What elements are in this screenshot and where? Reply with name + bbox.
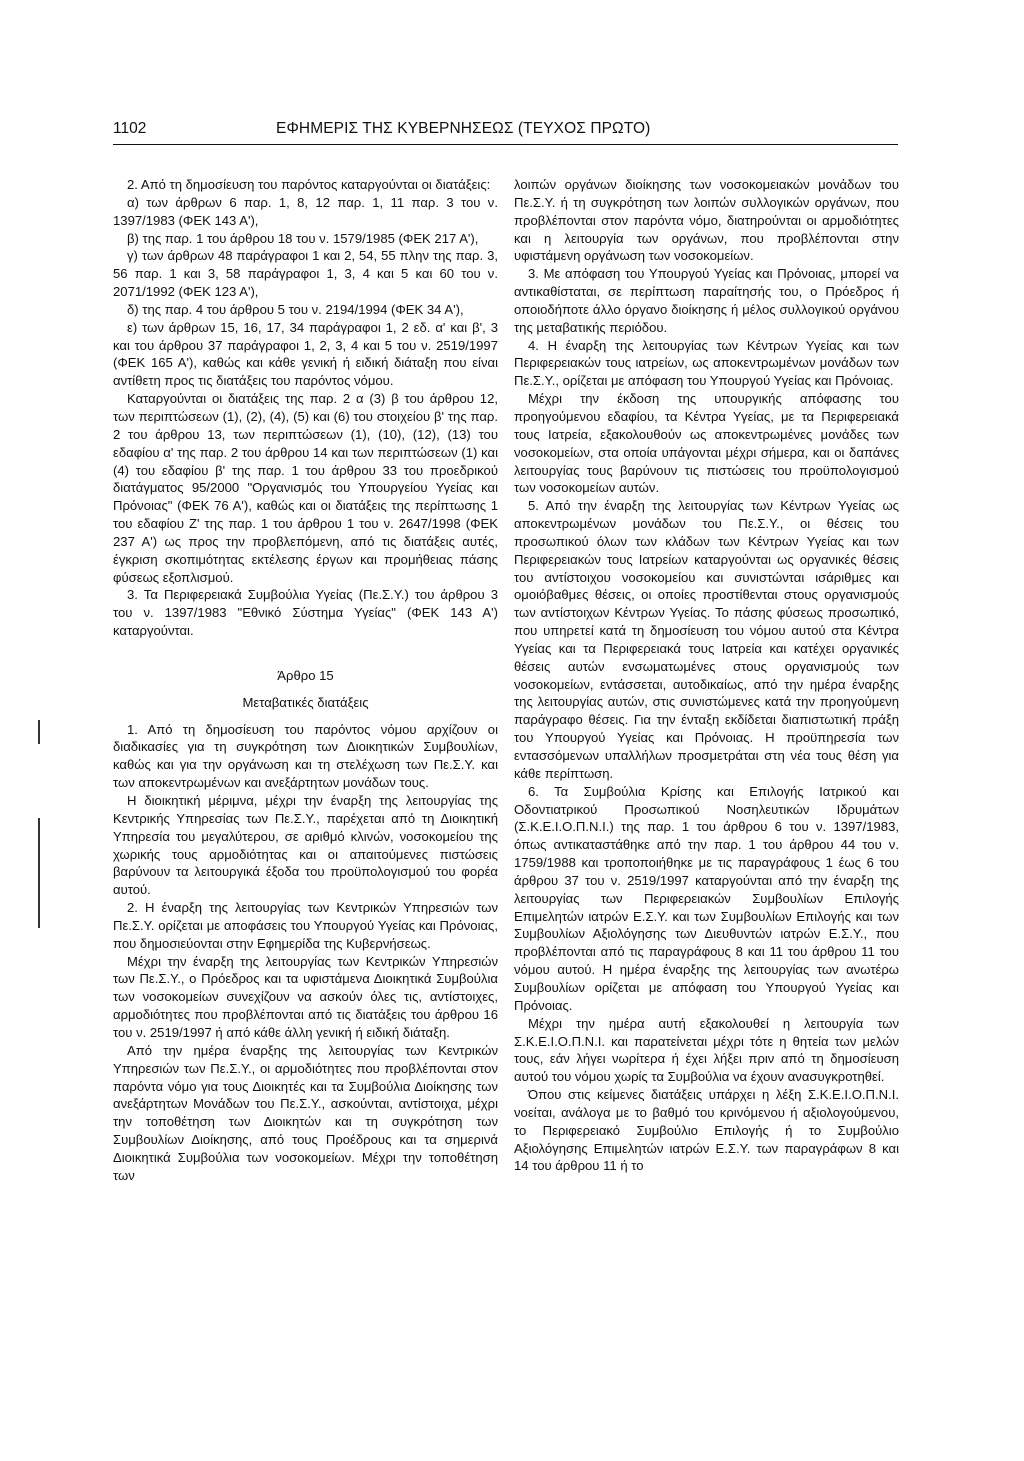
- right-column: [514, 176, 899, 1175]
- paragraph: Μέχρι την έναρξη της λειτουργίας των Κεντρικών Υπηρεσιών των Πε.Σ.Υ., ο Πρόεδρος και τα υφιστάμενα Διοικητικά Συμβούλια των νοσοκομείων συνεχίζουν να ασκούν όλες τις, αντίστοιχες, αρμοδιότητες που προβλέπονται από τις διατάξεις του άρθρου 16 του ν. 2519/1997 ή από κάθε άλλη γενική ή ειδική διάταξη.: [113, 953, 498, 1040]
- paragraph: Από την ημέρα έναρξης της λειτουργίας των Κεντρικών Υπηρεσιών των Πε.Σ.Υ., οι αρμοδιότητες που προβλέπονται στον παρόντα νόμο για τους Διοικητές και τα Συμβούλια Διοίκησης των ανεξάρτητων Μονάδων του Πε.Σ.Υ., ασκούνται, αντίστοιχα, μέχρι την τοποθέτηση των Διοικητών και τη συγκρότηση των Συμβουλίων Διοίκησης, από τους Προέδρους και τα σημερινά Διοικητικά Συμβούλια των νοσοκομείων. Μέχρι την τοποθέτηση των: [113, 1042, 498, 1183]
- margin-mark: [38, 818, 40, 928]
- page-number: 1102: [113, 120, 147, 137]
- paragraph: Η διοικητική μέριμνα, μέχρι την έναρξη της λειτουργίας της Κεντρικής Υπηρεσίας των Πε.Σ.Υ., παρέχεται από τη Διοικητική Υπηρεσία του μεγαλύτερου, σε αριθμό κλινών, νοσοκομείου της χωρικής τους αρμοδιότητας και οι απαιτούμενες πιστώσεις βαρύνουν τα λειτουργικά έξοδα του προϋπολογισμού του φορέα αυτού.: [113, 793, 498, 898]
- paragraph: δ) της παρ. 4 του άρθρου 5 του ν. 2194/1994 (ΦΕΚ 34 Α'),: [127, 301, 464, 317]
- page-header: [113, 118, 898, 145]
- paragraph: 4. Η έναρξη της λειτουργίας των Κέντρων Υγείας και των Περιφερειακών τους ιατρείων, ως αποκεντρωμένων μονάδων των Πε.Σ.Υ., ορίζεται με απόφαση του Υπουργού Υγείας και Πρόνοιας.: [514, 337, 899, 389]
- paragraph: 2. Η έναρξη της λειτουργίας των Κεντρικών Υπηρεσιών των Πε.Σ.Υ. ορίζεται με αποφάσεις του Υπουργού Υγείας και Πρόνοιας, που δημοσιεύονται στην Εφημερίδα της Κυβερνήσεως.: [113, 900, 498, 951]
- paragraph: γ) των άρθρων 48 παράγραφοι 1 και 2, 54, 55 πλην της παρ. 3, 56 παρ. 1 και 3, 58 παράγραφοι 1, 3, 4 και 5 και 60 του ν. 2071/1992 (ΦΕΚ 123 Α'),: [113, 248, 498, 300]
- paragraph: 6. Τα Συμβούλια Κρίσης και Επιλογής Ιατρικού και Οδοντιατρικού Προσωπικού Νοσηλευτικών Ιδρυμάτων (Σ.Κ.Ε.Ι.Ο.Π.Ν.Ι.) της παρ. 1 του άρθρου 6 του ν. 1397/1983, όπως αντικαταστάθηκε από την παρ. 1 του άρθρου 44 του ν. 1759/1988 και τροποποιήθηκε με τις παραγράφους 1 έως 6 του άρθρου 37 του ν. 2519/1997 καταργούνται από την έναρξη της λειτουργίας των Περιφερειακών Συμβουλίων Επιλογής Επιμελητών ιατρών Ε.Σ.Υ. και των Συμβουλίων Επιλογής και των Συμβουλίων Αξιολόγησης των Διευθυντών ιατρών Ε.Σ.Υ., που προβλέπονται από τις παραγράφους 8 και 11 του άρθρου 11 του νόμου αυτού. Η ημέρα έναρξης της λειτουργίας των ανωτέρω Συμβουλίων ορίζεται με απόφαση του Υπουργού Υγείας και Πρόνοιας.: [514, 783, 899, 1013]
- article-title: Μεταβατικές διατάξεις: [242, 694, 369, 710]
- journal-title: ΕΦΗΜΕΡΙΣ ΤΗΣ ΚΥΒΕΡΝΗΣΕΩΣ (ΤΕΥΧΟΣ ΠΡΩΤΟ): [276, 120, 651, 137]
- paragraph: Μέχρι την ημέρα αυτή εξακολουθεί η λειτουργία των Σ.Κ.Ε.Ι.Ο.Π.Ν.Ι. και παρατείνεται μέχρι τότε η θητεία των μελών τους, εάν λήγει νωρίτερα ή έχει λήξει πριν από τη δημοσίευση αυτού του νόμου χωρίς τα Συμβούλια να έχουν ανασυγκροτηθεί.: [514, 1015, 899, 1085]
- article-number: Άρθρο 15: [277, 667, 334, 683]
- paragraph: β) της παρ. 1 του άρθρου 18 του ν. 1579/1985 (ΦΕΚ 217 Α'),: [127, 230, 479, 246]
- margin-mark: [38, 720, 40, 744]
- paragraph: ε) των άρθρων 15, 16, 17, 34 παράγραφοι 1, 2 εδ. α' και β', 3 και του άρθρου 37 παράγραφοι 1, 2, 3, 4 και 5 του ν. 2519/1997 (ΦΕΚ 165 Α'), καθώς και κάθε γενική ή ειδική διάταξη που είναι αντίθετη προς τις διατάξεις του παρόντος νόμου.: [113, 319, 498, 389]
- paragraph: Όπου στις κείμενες διατάξεις υπάρχει η λέξη Σ.Κ.Ε.Ι.Ο.Π.Ν.Ι. νοείται, ανάλογα με το βαθμό του κρινόμενου ή αξιολογούμενου, το Περιφερειακό Συμβούλιο Επιλογής ή το Συμβούλιο Αξιολόγησης Επιμελητών ιατρών Ε.Σ.Υ. των παραγράφων 8 και 14 του άρθρου 11 ή το: [514, 1087, 899, 1174]
- paragraph: Μέχρι την έκδοση της υπουργικής απόφασης του προηγούμενου εδαφίου, τα Κέντρα Υγείας, με τα Περιφερειακά τους Ιατρεία, εξακολουθούν ως αποκεντρωμένες μονάδες των νοσοκομείων, στα οποία υπάγονται μέχρι σήμερα, και οι δαπάνες λειτουργίας τους βαρύνουν τις πιστώσεις του προϋπολογισμού των νοσοκομείων αυτών.: [514, 391, 899, 496]
- paragraph: 1. Από τη δημοσίευση του παρόντος νόμου αρχίζουν οι διαδικασίες για τη συγκρότηση των Διοικητικών Συμβουλίων, καθώς και για την οργάνωση και τη στελέχωση των Πε.Σ.Υ. και των αποκεντρωμένων και ανεξάρτητων μονάδων τους.: [113, 721, 498, 791]
- paragraph: λοιπών οργάνων διοίκησης των νοσοκομειακών μονάδων του Πε.Σ.Υ. ή τη συγκρότηση των λοιπών συλλογικών οργάνων, που προβλέπονται στον παρόντα νόμο, διατηρούνται οι αρμοδιότητες και η λειτουργία των οργάνων, που προβλέπονται στην υφιστάμενη οργάνωση των νοσοκομείων.: [514, 177, 899, 264]
- paragraph: 5. Από την έναρξη της λειτουργίας των Κέντρων Υγείας ως αποκεντρωμένων μονάδων του Πε.Σ.Υ., οι θέσεις του προσωπικού όλων των κλάδων των Κέντρων Υγείας και των Περιφερειακών τους Ιατρείων καταργούνται ως οργανικές θέσεις του αντίστοιχου νοσοκομείου και συνιστώνται ισάριθμες και ομοιόβαθμες θέσεις, οι οποίες προστίθενται στους οργανισμούς των αντίστοιχων Κέντρων Υγείας. Το πάσης φύσεως προσωπικό, που υπηρετεί κατά τη δημοσίευση του νόμου αυτού στα Κέντρα Υγείας και τα Περιφερειακά τους Ιατρεία και κατέχει οργανικές θέσεις αυτών ενσωματωμένες στους οργανισμούς των νοσοκομείων, εντάσσεται, αυτοδικαίως, από την ημέρα έναρξης της λειτουργίας αυτών, στις συνιστώμενες κατά την προηγούμενη παράγραφο θέσεις. Για την ένταξη εκδίδεται διαπιστωτική πράξη του Υπουργού Υγείας και Πρόνοιας. Η προϋπηρεσία των εντασσόμενων υπαλλήλων προσμετράται στη νέα τους θέση για κάθε περίπτωση.: [514, 498, 899, 781]
- paragraph: 3. Τα Περιφερειακά Συμβούλια Υγείας (Πε.Σ.Υ.) του άρθρου 3 του ν. 1397/1983 "Εθνικό Σύστημα Υγείας" (ΦΕΚ 143 Α') καταργούνται.: [113, 587, 498, 639]
- paragraph: 3. Με απόφαση του Υπουργού Υγείας και Πρόνοιας, μπορεί να αντικαθίσταται, σε περίπτωση παραίτησής του, ο Πρόεδρος ή οποιοδήποτε άλλο όργανο διοίκησης ή μέλος συλλογικού οργάνου της μεταβατικής περιόδου.: [514, 266, 899, 335]
- paragraph: 2. Από τη δημοσίευση του παρόντος καταργούνται οι διατάξεις:: [127, 177, 491, 192]
- paragraph: Καταργούνται οι διατάξεις της παρ. 2 α (3) β του άρθρου 12, των περιπτώσεων (1), (2), (4), (5) και (6) του στοιχείου β' της παρ. 2 του άρθρου 13, των περιπτώσεων (1), (10), (12), (13) του εδαφίου α' της παρ. 2 του άρθρου 14 και των περιπτώσεων (1) και (4) του εδαφίου β' της παρ. 1 του άρθρου 33 του προεδρικού διατάγματος 95/2000 "Οργανισμός του Υπουργείου Υγείας και Πρόνοιας" (ΦΕΚ 76 Α'), καθώς και οι διατάξεις της περίπτωσης 1 του εδαφίου Ζ' της παρ. 1 του άρθρου 1 του ν. 2647/1998 (ΦΕΚ 237 Α') ως προς την προβλεπόμενη, από τις διατάξεις αυτές, έγκριση σκοπιμότητας εκτέλεσης έργων και προμήθειας πάσης φύσεως εξοπλισμού.: [113, 391, 498, 585]
- left-column: [113, 176, 498, 1185]
- paragraph: α) των άρθρων 6 παρ. 1, 8, 12 παρ. 1, 11 παρ. 3 του ν. 1397/1983 (ΦΕΚ 143 Α'),: [113, 194, 498, 228]
